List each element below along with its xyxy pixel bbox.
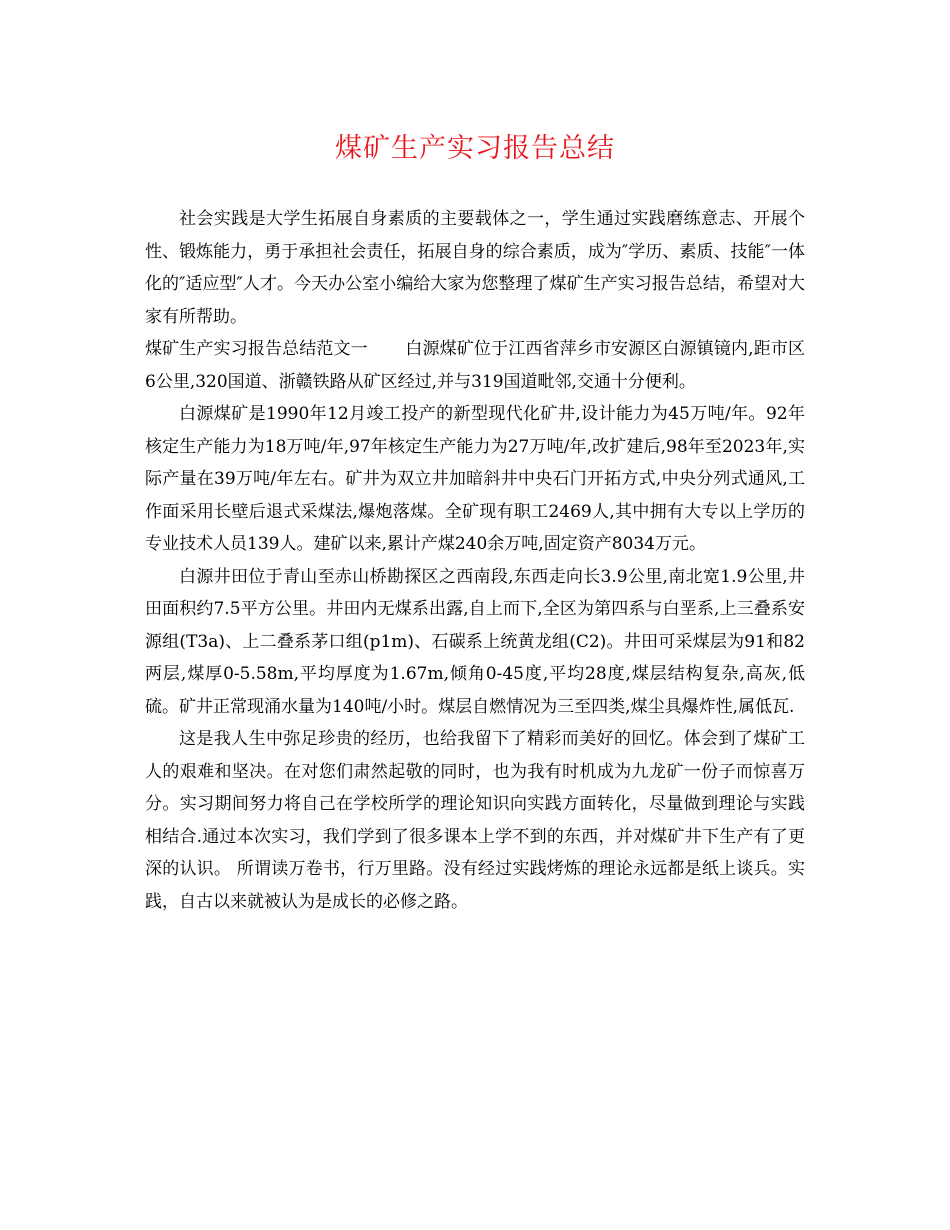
document-title: 煤矿生产实习报告总结 bbox=[335, 133, 615, 164]
paragraph-geology: 白源井田位于青山至赤山桥勘探区之西南段,东西走向长3.9公里,南北宽1.9公里,井田面积约7.5平方公里。井田内无煤系出露,自上而下,全区为第四系与白垩系,上三叠系安源组(T3a)、上二叠系茅口组(p1m)、石碳系上统黄龙组(C2)。井田可采煤层为91和82两层,煤厚0-5.58m,平均厚度为1.67m,倾角0-45度,平均28度,煤层结构复杂,高灰,低硫。矿井正常现涌水量为140吨/小时。煤层自燃情况为三至四类,煤尘具爆炸性,属低瓦. bbox=[145, 566, 805, 717]
paragraph-intro: 社会实践是大学生拓展自身素质的主要载体之一，学生通过实践磨练意志、开展个性、锻炼能力，勇于承担社会责任，拓展自身的综合素质，成为″学历、素质、技能″一体化的″适应型″人才。今天办公室小编给大家为您整理了煤矿生产实习报告总结，希望对大家有所帮助。 bbox=[145, 209, 805, 327]
paragraph-reflection: 这是我人生中弥足珍贵的经历，也给我留下了精彩而美好的回忆。体会到了煤矿工人的艰难和坚决。在对您们肃然起敬的同时，也为我有时机成为九龙矿一份子而惊喜万分。实习期间努力将自己在学校所学的理论知识向实践方面转化，尽量做到理论与实践相结合.通过本次实习，我们学到了很多课本上学不到的东西，并对煤矿井下生产有了更深的认识。 所谓读万卷书，行万里路。没有经过实践烤炼的理论永远都是纸上谈兵。实践，自古以来就被认为是成长的必修之路。 bbox=[145, 729, 805, 912]
paragraph-mine-overview: 白源煤矿是1990年12月竣工投产的新型现代化矿井,设计能力为45万吨/年。92年核定生产能力为18万吨/年,97年核定生产能力为27万吨/年,改扩建后,98年至2023年,实际产量在39万吨/年左右。矿井为双立井加暗斜井中央石门开拓方式,中央分列式通风,工作面采用长壁后退式采煤法,爆炮落煤。全矿现有职工2469人,其中拥有大专以上学历的专业技术人员139人。建矿以来,累计产煤240余万吨,固定资产8034万元。 bbox=[145, 404, 805, 554]
sample-heading: 煤矿生产实习报告总结范文一 bbox=[145, 339, 368, 359]
sample-location-text: 白源煤矿位于江西省萍乡市安源区白源镇镜内,距市区6公里,320国道、浙赣铁路从矿区经过,并与319国道毗邻,交通十分便利。 bbox=[145, 339, 805, 392]
document-body bbox=[145, 203, 805, 918]
paragraph-sample-intro bbox=[145, 333, 805, 398]
